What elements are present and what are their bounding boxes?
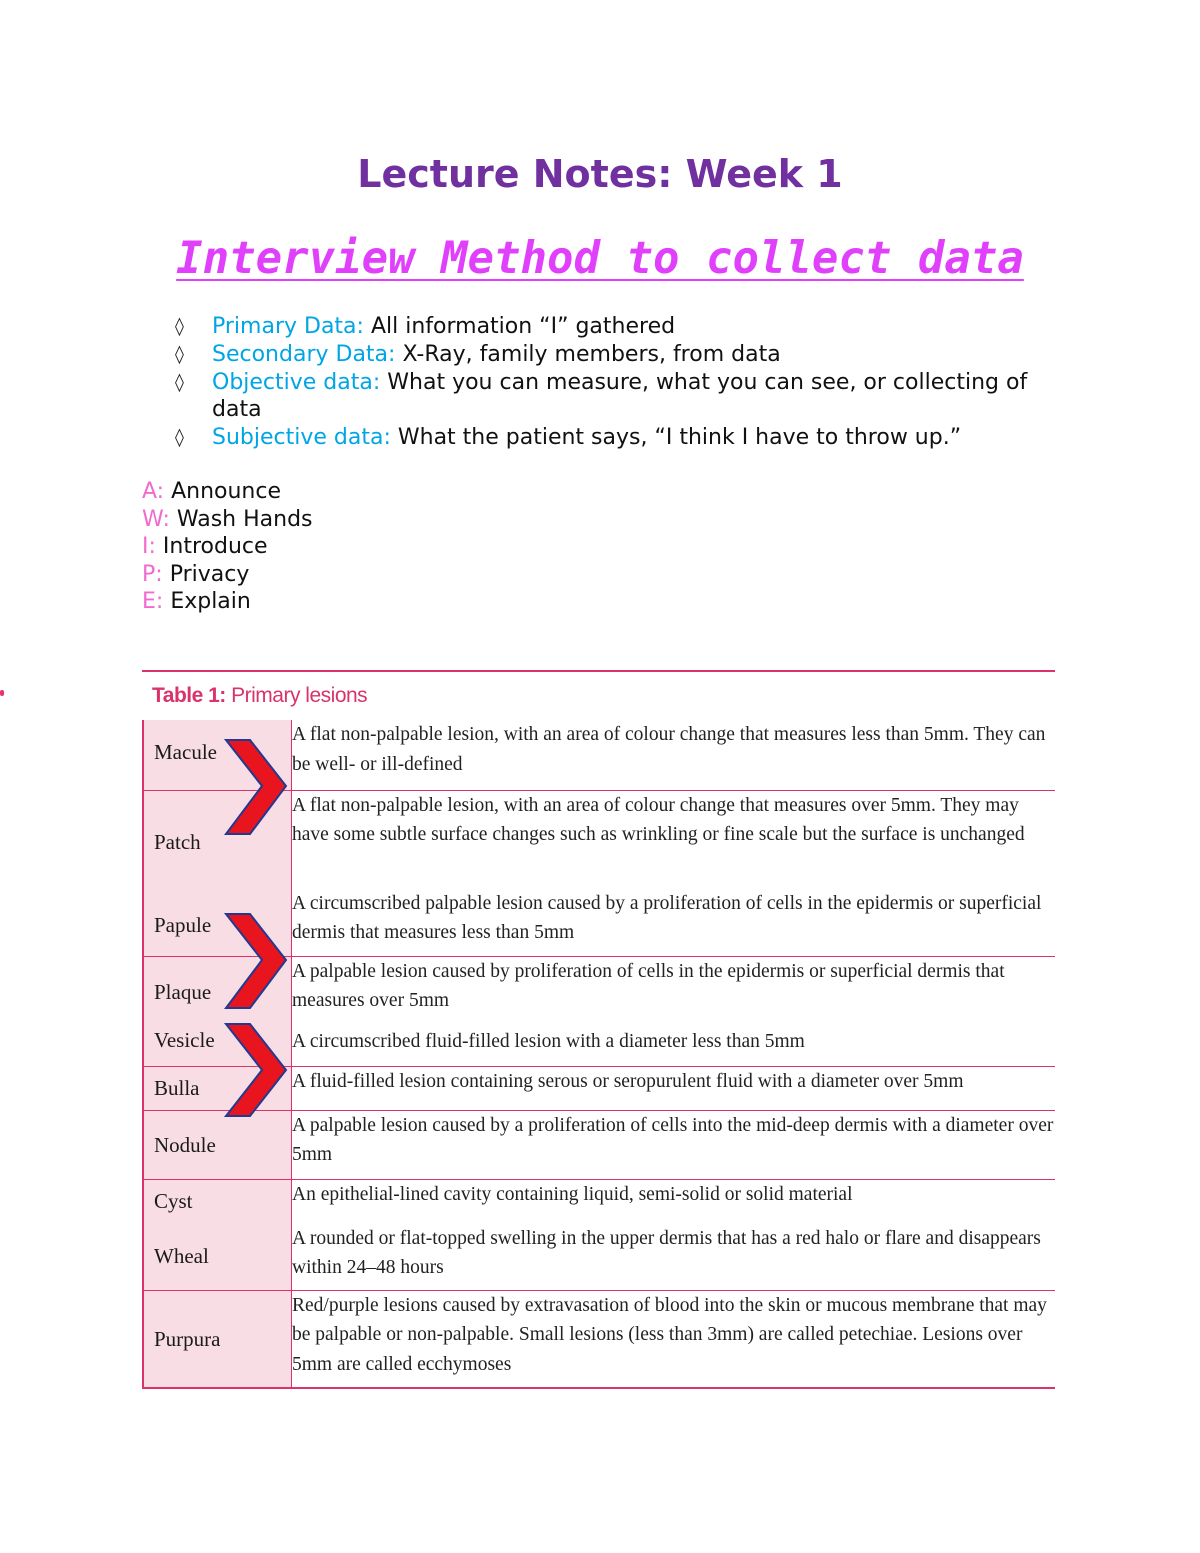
- diamond-bullet-icon: ◊: [175, 372, 184, 393]
- list-item: [142, 478, 313, 506]
- term-description: X-Ray, family members, from data: [402, 342, 781, 367]
- mnemonic-word: Privacy: [169, 561, 250, 587]
- mnemonic-word: Explain: [170, 589, 251, 614]
- lesion-name-cell: [143, 956, 292, 1066]
- page-subtitle: Interview Method to collect data: [176, 233, 1024, 284]
- lesion-name: Macule: [154, 740, 217, 764]
- lesion-description-cell: [292, 790, 1056, 956]
- term-label: Primary Data:: [212, 314, 364, 339]
- term-label: Secondary Data:: [212, 342, 396, 367]
- lesion-description: A flat non-palpable lesion, with an area of colour change that measures less than 5mm. They can be well- or ill-defined: [292, 720, 1056, 790]
- lesion-name-cell: [143, 720, 292, 790]
- table-caption: [142, 672, 1055, 720]
- list-item: [142, 506, 313, 534]
- primary-lesions-table: [142, 720, 1055, 1389]
- lesion-name: Papule: [154, 912, 212, 937]
- lesion-name: Patch: [154, 829, 201, 854]
- list-item: [142, 561, 313, 589]
- lesion-description: A fluid-filled lesion containing serous or seropurulent fluid with a diameter over 5mm: [292, 1066, 1056, 1110]
- awipe-mnemonic-list: [142, 478, 313, 616]
- mnemonic-letter: I:: [142, 534, 156, 559]
- list-item: [142, 588, 313, 616]
- table-row: [143, 720, 1055, 790]
- lesion-name: Wheal: [154, 1243, 209, 1268]
- lesion-name-cell: [143, 1110, 292, 1179]
- lesion-name: Bulla: [154, 1075, 200, 1100]
- table-row: [143, 1290, 1055, 1388]
- lesion-description: A palpable lesion caused by proliferation of cells in the epidermis or superficial dermis that measures over 5mm: [292, 960, 1005, 1011]
- mnemonic-word: Announce: [171, 479, 281, 504]
- mnemonic-letter: A:: [142, 479, 165, 504]
- mnemonic-letter: P:: [142, 561, 163, 587]
- mnemonic-word: Introduce: [162, 534, 268, 559]
- table-caption-text: Primary lesions: [231, 684, 368, 707]
- term-description: All information “I” gathered: [370, 314, 676, 339]
- lesion-name: Nodule: [154, 1132, 216, 1157]
- lesion-description: An epithelial-lined cavity containing liquid, semi-solid or solid material: [292, 1183, 853, 1205]
- lesion-description: A rounded or flat-topped swelling in the upper dermis that has a red halo or flare and disappears within 24–48 hours: [292, 1227, 1041, 1278]
- diamond-bullet-icon: ◊: [175, 316, 184, 337]
- mnemonic-letter: W:: [142, 506, 170, 532]
- table-row: [143, 790, 1055, 956]
- lesion-name-cell: [143, 1066, 292, 1110]
- lesion-description: A flat non-palpable lesion, with an area of colour change that measures over 5mm. They may have some subtle surface changes such as wrinkling or fine scale but the surface is unchanged: [292, 794, 1025, 845]
- list-item: [175, 341, 1075, 368]
- lesion-name: Vesicle: [154, 1027, 215, 1052]
- table-row: [143, 1179, 1055, 1290]
- list-item: [175, 369, 1075, 423]
- lesion-name-cell: [143, 1179, 292, 1290]
- lesion-description: Red/purple lesions caused by extravasation of blood into the skin or mucous membrane that may be palpable or non-palpable. Small lesions (less than 3mm) are called petechiae. Lesions over 5mm are called ecchymoses: [292, 1290, 1056, 1388]
- term-label: Subjective data:: [212, 425, 391, 450]
- data-types-list: [175, 313, 1075, 452]
- lesion-name: Plaque: [154, 979, 212, 1004]
- page-title: Lecture Notes: Week 1: [357, 152, 843, 196]
- table-row: [143, 956, 1055, 1066]
- diamond-bullet-icon: ◊: [175, 344, 184, 365]
- lesion-name: Cyst: [154, 1188, 193, 1213]
- margin-mark: [0, 690, 4, 696]
- lesion-description: A circumscribed fluid-filled lesion with a diameter less than 5mm: [292, 1030, 805, 1052]
- lesion-description-cell: [292, 1179, 1056, 1290]
- table-row: [143, 1110, 1055, 1179]
- term-description: What you can measure, what you can see, or collecting of data: [212, 370, 1028, 422]
- table-caption-prefix: Table 1:: [152, 684, 226, 707]
- term-label: Objective data:: [212, 370, 381, 395]
- lesion-description: A palpable lesion caused by a proliferation of cells into the mid-deep dermis with a diameter over 5mm: [292, 1110, 1056, 1179]
- lesion-description-cell: [292, 956, 1056, 1066]
- term-description: What the patient says, “I think I have to throw up.”: [397, 425, 962, 450]
- lesion-name-cell: [143, 1290, 292, 1388]
- table-row: [143, 1066, 1055, 1110]
- diamond-bullet-icon: ◊: [175, 427, 184, 448]
- mnemonic-letter: E:: [142, 589, 164, 614]
- list-item: [175, 424, 1075, 451]
- lesion-name: Purpura: [154, 1326, 221, 1351]
- mnemonic-word: Wash Hands: [176, 506, 313, 532]
- lesion-description: A circumscribed palpable lesion caused by a proliferation of cells in the epidermis or superficial dermis that measures less than 5mm: [292, 892, 1042, 943]
- primary-lesions-table-figure: [142, 670, 1055, 1389]
- list-item: [175, 313, 1075, 340]
- list-item: [142, 533, 313, 561]
- lesion-name-cell: [143, 790, 292, 956]
